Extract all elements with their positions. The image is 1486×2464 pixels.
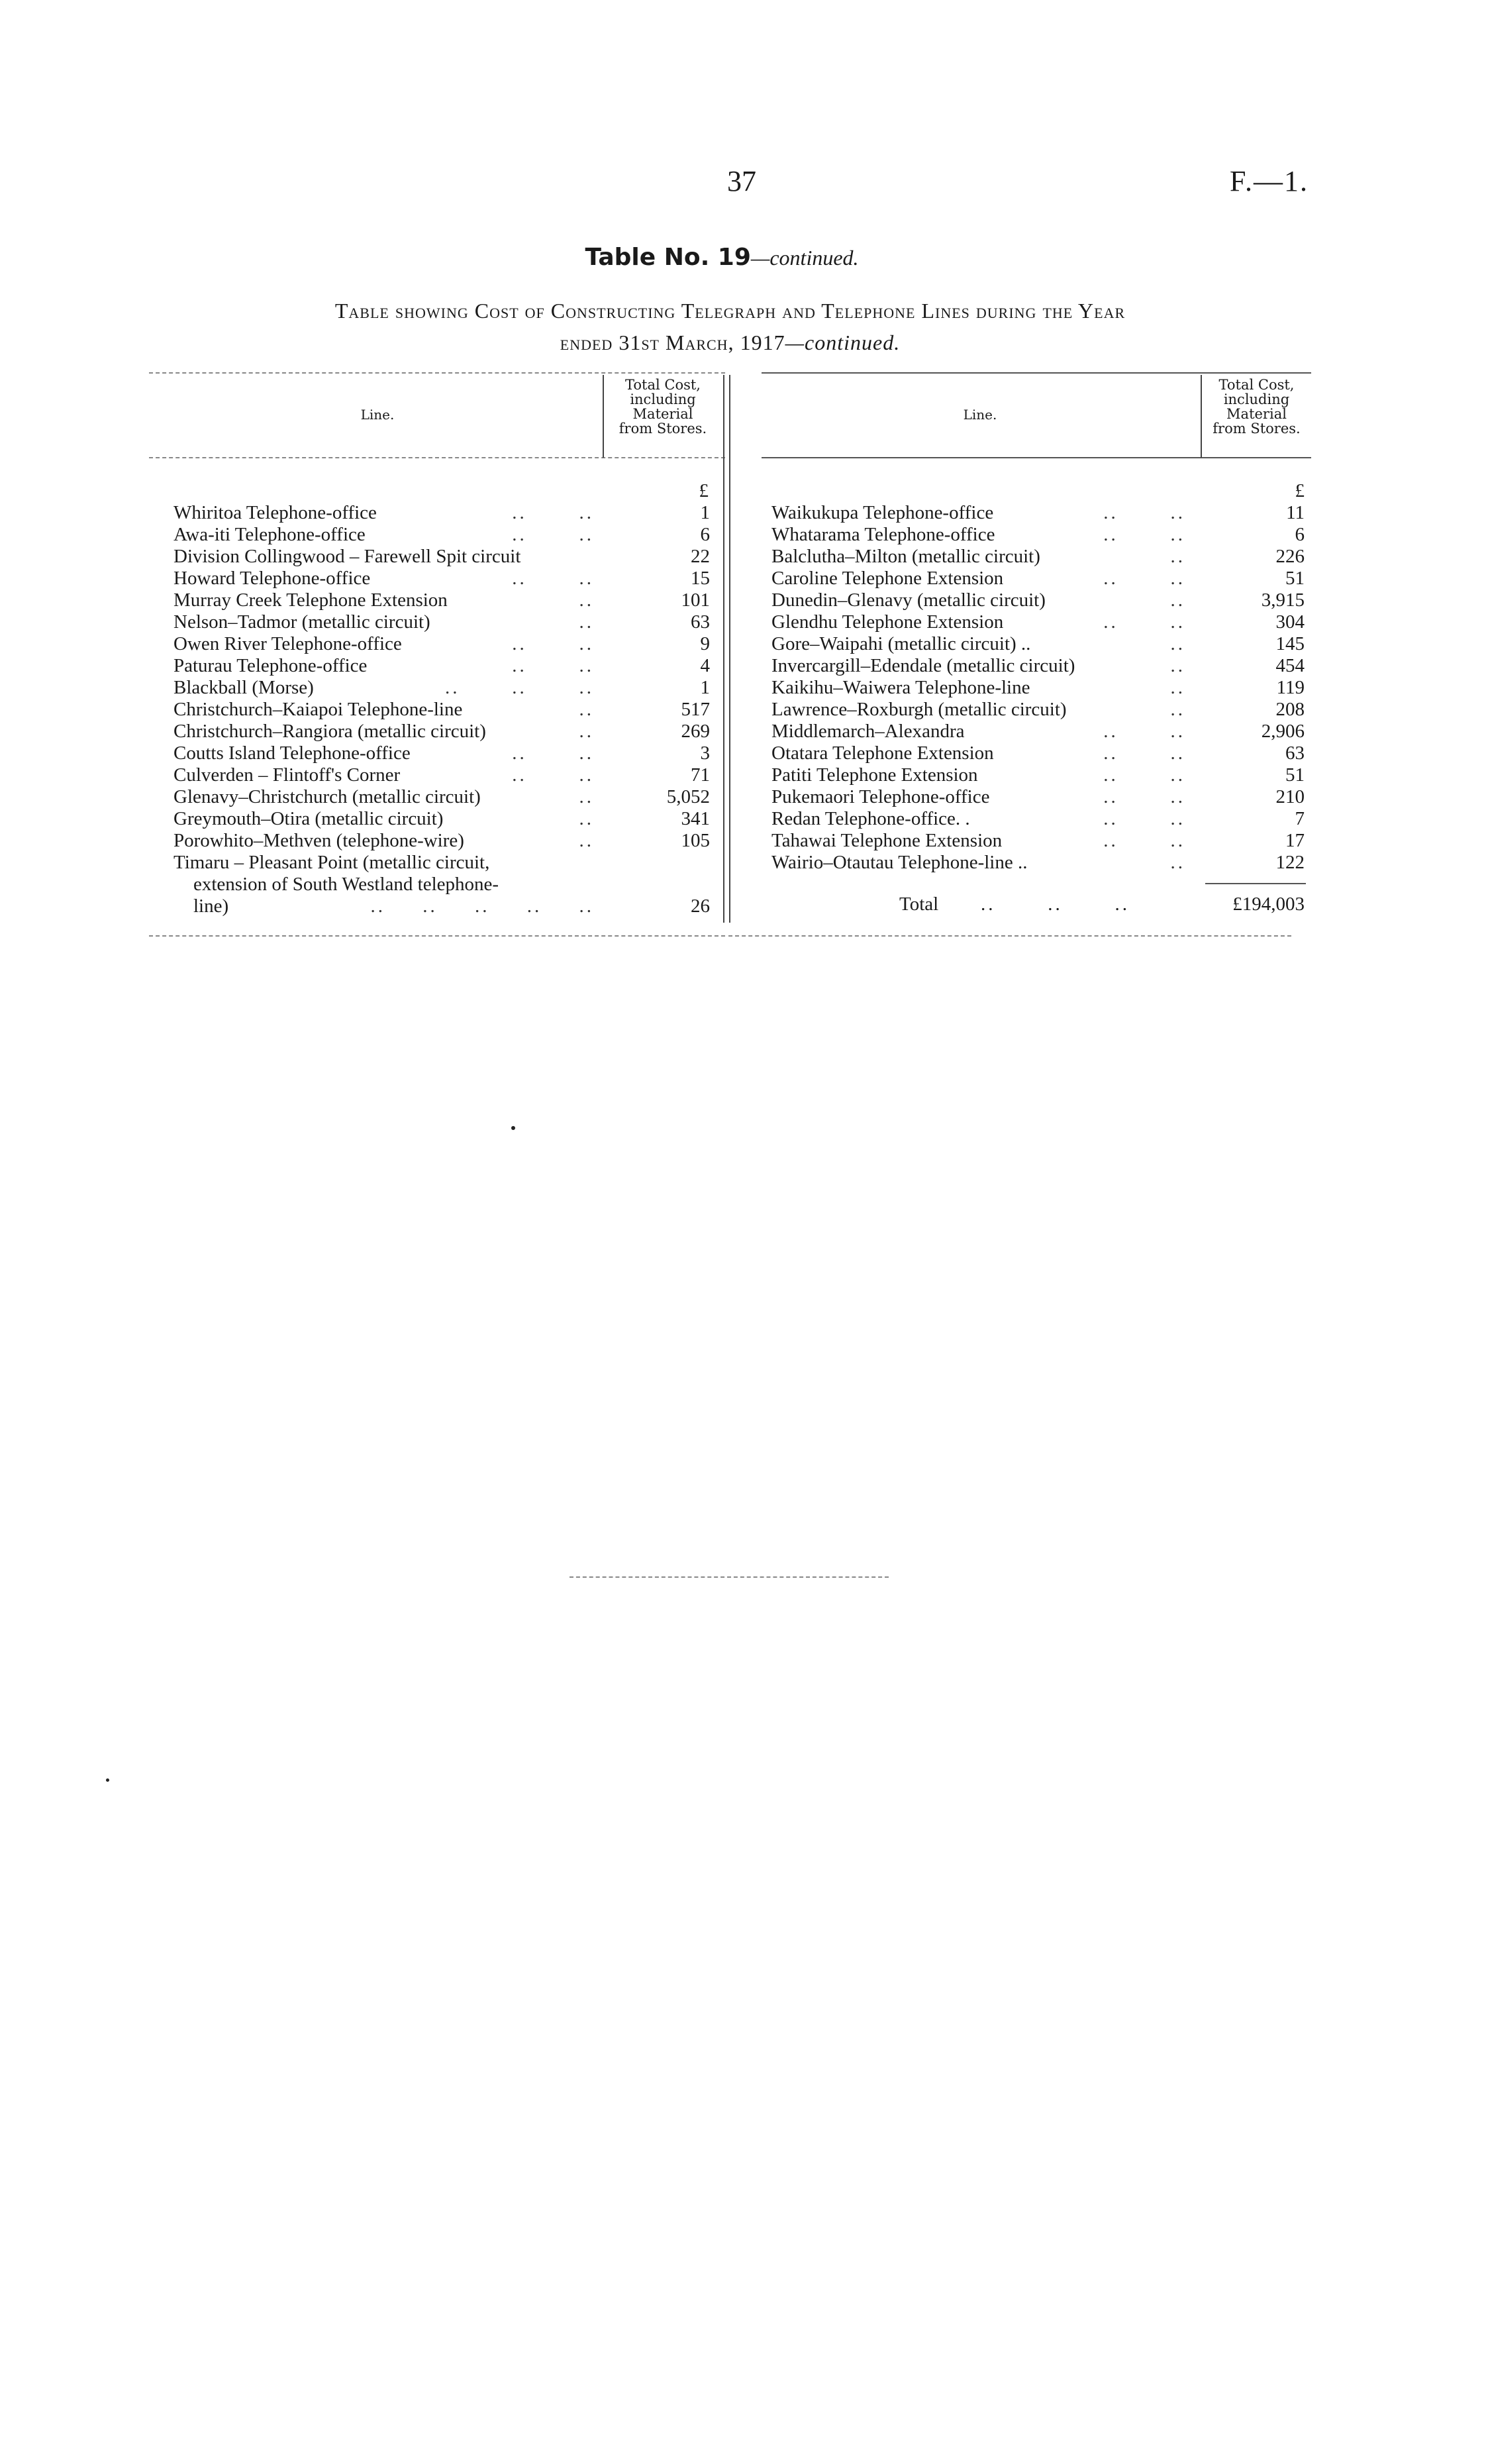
header-rule-left xyxy=(149,457,725,458)
line-name: line) xyxy=(193,896,229,917)
left-table-row xyxy=(173,546,710,568)
line-name: Kaikihu–Waiwera Telephone-line xyxy=(771,677,1030,698)
leader-dots: .. .. .. .. .. xyxy=(370,896,594,917)
right-table-row xyxy=(771,743,1305,764)
line-cost: 9 xyxy=(700,633,710,654)
cost-head-r3: Material xyxy=(1226,406,1287,422)
line-cost: 454 xyxy=(1275,655,1305,676)
cost-head-l3: Material xyxy=(632,406,693,422)
line-name: Balclutha–Milton (metallic circuit) xyxy=(771,546,1040,567)
left-table-row xyxy=(173,786,710,808)
leader-dots: .. .. xyxy=(1103,721,1185,742)
scan-speck xyxy=(106,1778,109,1782)
line-name: Christchurch–Rangiora (metallic circuit) xyxy=(173,721,486,742)
leader-dots: .. .. .. xyxy=(445,677,594,698)
line-cost: 145 xyxy=(1275,633,1305,654)
table-title-main: Table No. 19 xyxy=(585,244,751,271)
leader-dots: .. xyxy=(1170,590,1185,611)
line-name: Middlemarch–Alexandra xyxy=(771,721,965,742)
line-cost: 51 xyxy=(1285,568,1305,589)
leader-dots: .. xyxy=(579,808,594,829)
leader-dots: .. .. xyxy=(512,502,594,523)
left-table-row xyxy=(173,852,710,874)
line-name: Owen River Telephone-office xyxy=(173,633,402,654)
divider-center-b xyxy=(729,375,730,923)
page-number: 37 xyxy=(727,165,756,197)
leader-dots: .. .. xyxy=(1103,502,1185,523)
table-heading-line2 xyxy=(149,327,1311,358)
line-cost: 15 xyxy=(691,568,710,589)
right-table-row xyxy=(771,524,1305,546)
table-title-continued: —continued. xyxy=(750,246,859,270)
line-name: Porowhito–Methven (telephone-wire) xyxy=(173,830,464,851)
line-cost: 63 xyxy=(1285,743,1305,764)
left-table-row xyxy=(173,568,710,590)
cost-head-l1: Total Cost, xyxy=(625,377,701,393)
line-cost: 269 xyxy=(681,721,710,742)
left-table-row xyxy=(173,896,710,917)
leader-dots: .. xyxy=(579,699,594,720)
leader-dots: .. .. xyxy=(1103,830,1185,851)
leader-dots: .. xyxy=(1170,633,1185,654)
line-name: Greymouth–Otira (metallic circuit) xyxy=(173,808,444,829)
leader-dots: .. xyxy=(579,611,594,633)
column-header-line-left: Line. xyxy=(360,407,395,423)
right-table-row xyxy=(771,677,1305,699)
line-cost: 210 xyxy=(1275,786,1305,807)
total-rule xyxy=(1205,883,1306,884)
line-name: Whatarama Telephone-office xyxy=(771,524,995,545)
divider-center-a xyxy=(723,375,724,923)
table-heading-line1: Table showing Cost of Constructing Telegraph and Telephone Lines during the Year xyxy=(334,299,1126,323)
left-table-row xyxy=(173,764,710,786)
leader-dots: .. .. xyxy=(1103,611,1185,633)
left-table-row xyxy=(173,677,710,699)
line-name: Murray Creek Telephone Extension xyxy=(173,590,448,611)
table-top-rule-right xyxy=(762,372,1311,374)
left-table-row xyxy=(173,633,710,655)
total-value: £194,003 xyxy=(1232,894,1305,915)
line-cost: 26 xyxy=(691,896,710,917)
line-cost: 122 xyxy=(1275,852,1305,873)
line-name: Blackball (Morse) xyxy=(173,677,314,698)
leader-dots: .. .. xyxy=(512,655,594,676)
line-name: Caroline Telephone Extension xyxy=(771,568,1004,589)
line-cost: 71 xyxy=(691,764,710,786)
line-cost: 3 xyxy=(700,743,710,764)
right-table-body xyxy=(771,502,1305,874)
line-cost: 22 xyxy=(691,546,710,567)
line-cost: 341 xyxy=(681,808,710,829)
line-name: Invercargill–Edendale (metallic circuit) xyxy=(771,655,1075,676)
leader-dots: .. xyxy=(1170,677,1185,698)
leader-dots: .. xyxy=(579,721,594,742)
left-table-row xyxy=(173,502,710,524)
left-table-row xyxy=(173,808,710,830)
line-cost: 5,052 xyxy=(666,786,710,807)
right-table-row xyxy=(771,655,1305,677)
line-cost: 517 xyxy=(681,699,710,720)
left-table-row xyxy=(173,590,710,611)
line-cost: 226 xyxy=(1275,546,1305,567)
cost-head-r2: including xyxy=(1223,391,1290,407)
line-cost: 6 xyxy=(1295,524,1305,545)
right-table-row xyxy=(771,699,1305,721)
line-name: Glenavy–Christchurch (metallic circuit) xyxy=(173,786,481,807)
table-top-rule-left xyxy=(149,372,725,374)
line-cost: 1 xyxy=(700,502,710,523)
line-name: Division Collingwood – Farewell Spit circuit xyxy=(173,546,521,567)
leader-dots: .. .. xyxy=(512,743,594,764)
total-dots: .. .. .. xyxy=(981,894,1130,915)
line-name: Whiritoa Telephone-office xyxy=(173,502,377,523)
leader-dots: .. xyxy=(579,830,594,851)
line-name: Christchurch–Kaiapoi Telephone-line xyxy=(173,699,463,720)
leader-dots: .. xyxy=(1170,655,1185,676)
total-label: Total xyxy=(899,894,939,915)
line-cost: 11 xyxy=(1286,502,1305,523)
right-table-row xyxy=(771,786,1305,808)
column-header-cost-left xyxy=(604,378,722,436)
leader-dots: .. xyxy=(579,590,594,611)
header-rule-right xyxy=(762,457,1311,458)
line-cost: 63 xyxy=(691,611,710,633)
line-name: Lawrence–Roxburgh (metallic circuit) xyxy=(771,699,1067,720)
line-cost: 6 xyxy=(700,524,710,545)
right-table-row xyxy=(771,590,1305,611)
scan-speck xyxy=(511,1126,515,1130)
column-header-line-right: Line. xyxy=(963,407,997,423)
left-table-row xyxy=(173,655,710,677)
line-cost: 7 xyxy=(1295,808,1305,829)
line-name: Awa-iti Telephone-office xyxy=(173,524,366,545)
line-name: Timaru – Pleasant Point (metallic circuit, xyxy=(173,852,490,873)
table-bottom-rule-left xyxy=(149,935,725,937)
left-table-row xyxy=(173,721,710,743)
left-table-row xyxy=(173,743,710,764)
right-table-row xyxy=(771,721,1305,743)
line-name: Patiti Telephone Extension xyxy=(771,764,978,786)
line-name: Waikukupa Telephone-office xyxy=(771,502,994,523)
leader-dots: .. .. xyxy=(512,633,594,654)
page-end-rule xyxy=(570,1576,889,1578)
right-table-row xyxy=(771,568,1305,590)
leader-dots: .. .. xyxy=(1103,808,1185,829)
document-code: F.—1. xyxy=(1230,165,1309,197)
leader-dots: .. .. xyxy=(512,568,594,589)
left-table-row xyxy=(173,611,710,633)
line-name: Dunedin–Glenavy (metallic circuit) xyxy=(771,590,1046,611)
leader-dots: .. .. xyxy=(512,764,594,786)
leader-dots: .. .. xyxy=(1103,743,1185,764)
leader-dots: .. .. xyxy=(1103,764,1185,786)
right-table-row xyxy=(771,633,1305,655)
right-table-row xyxy=(771,830,1305,852)
right-table-row xyxy=(771,808,1305,830)
cost-head-l4: from Stores. xyxy=(619,421,707,436)
right-table-row xyxy=(771,546,1305,568)
table-heading-line2-main: ended 31st March, 1917 xyxy=(560,331,785,354)
leader-dots: .. xyxy=(1170,852,1185,873)
left-table-row xyxy=(173,874,710,896)
line-cost: 101 xyxy=(681,590,710,611)
line-name: Redan Telephone-office. . xyxy=(771,808,970,829)
line-cost: 208 xyxy=(1275,699,1305,720)
line-name: Otatara Telephone Extension xyxy=(771,743,994,764)
line-cost: 304 xyxy=(1275,611,1305,633)
line-cost: 2,906 xyxy=(1261,721,1305,742)
table-bottom-rule-right xyxy=(728,935,1291,937)
cost-head-r4: from Stores. xyxy=(1213,421,1301,436)
total-row xyxy=(771,894,1305,915)
leader-dots: .. .. xyxy=(1103,786,1185,807)
leader-dots: .. xyxy=(1170,699,1185,720)
leader-dots: .. .. xyxy=(512,524,594,545)
line-cost: 51 xyxy=(1285,764,1305,786)
line-cost: 105 xyxy=(681,830,710,851)
left-table-row xyxy=(173,699,710,721)
line-name: Paturau Telephone-office xyxy=(173,655,368,676)
line-name: Gore–Waipahi (metallic circuit) .. xyxy=(771,633,1031,654)
line-name: Pukemaori Telephone-office xyxy=(771,786,990,807)
right-table-row xyxy=(771,502,1305,524)
left-table-body xyxy=(173,502,710,917)
line-cost: 3,915 xyxy=(1261,590,1305,611)
line-name: extension of South Westland telephone- xyxy=(193,874,499,895)
left-table-row xyxy=(173,830,710,852)
line-name: Glendhu Telephone Extension xyxy=(771,611,1004,633)
leader-dots: .. .. xyxy=(1103,524,1185,545)
right-table-row xyxy=(771,611,1305,633)
left-table-row xyxy=(173,524,710,546)
line-cost: 17 xyxy=(1285,830,1305,851)
line-name: Howard Telephone-office xyxy=(173,568,371,589)
line-cost: 1 xyxy=(700,677,710,698)
line-name: Coutts Island Telephone-office xyxy=(173,743,411,764)
table-heading xyxy=(149,295,1311,358)
line-cost: 4 xyxy=(700,655,710,676)
right-table-row xyxy=(771,852,1305,874)
line-name: Culverden – Flintoff's Corner xyxy=(173,764,401,786)
cost-head-l2: including xyxy=(630,391,696,407)
line-cost: 119 xyxy=(1276,677,1305,698)
table-heading-line2-continued: —continued. xyxy=(785,331,901,354)
line-name: Tahawai Telephone Extension xyxy=(771,830,1003,851)
leader-dots: .. .. xyxy=(1103,568,1185,589)
leader-dots: .. xyxy=(1170,546,1185,567)
line-name: Nelson–Tadmor (metallic circuit) xyxy=(173,611,430,633)
line-name: Wairio–Otautau Telephone-line .. xyxy=(771,852,1028,873)
leader-dots: .. xyxy=(579,786,594,807)
table-title xyxy=(0,244,1444,271)
currency-unit-right: £ xyxy=(1295,480,1305,501)
column-header-cost-right xyxy=(1202,378,1311,436)
right-table-row xyxy=(771,764,1305,786)
currency-unit-left: £ xyxy=(699,480,709,501)
cost-head-r1: Total Cost, xyxy=(1218,377,1295,393)
